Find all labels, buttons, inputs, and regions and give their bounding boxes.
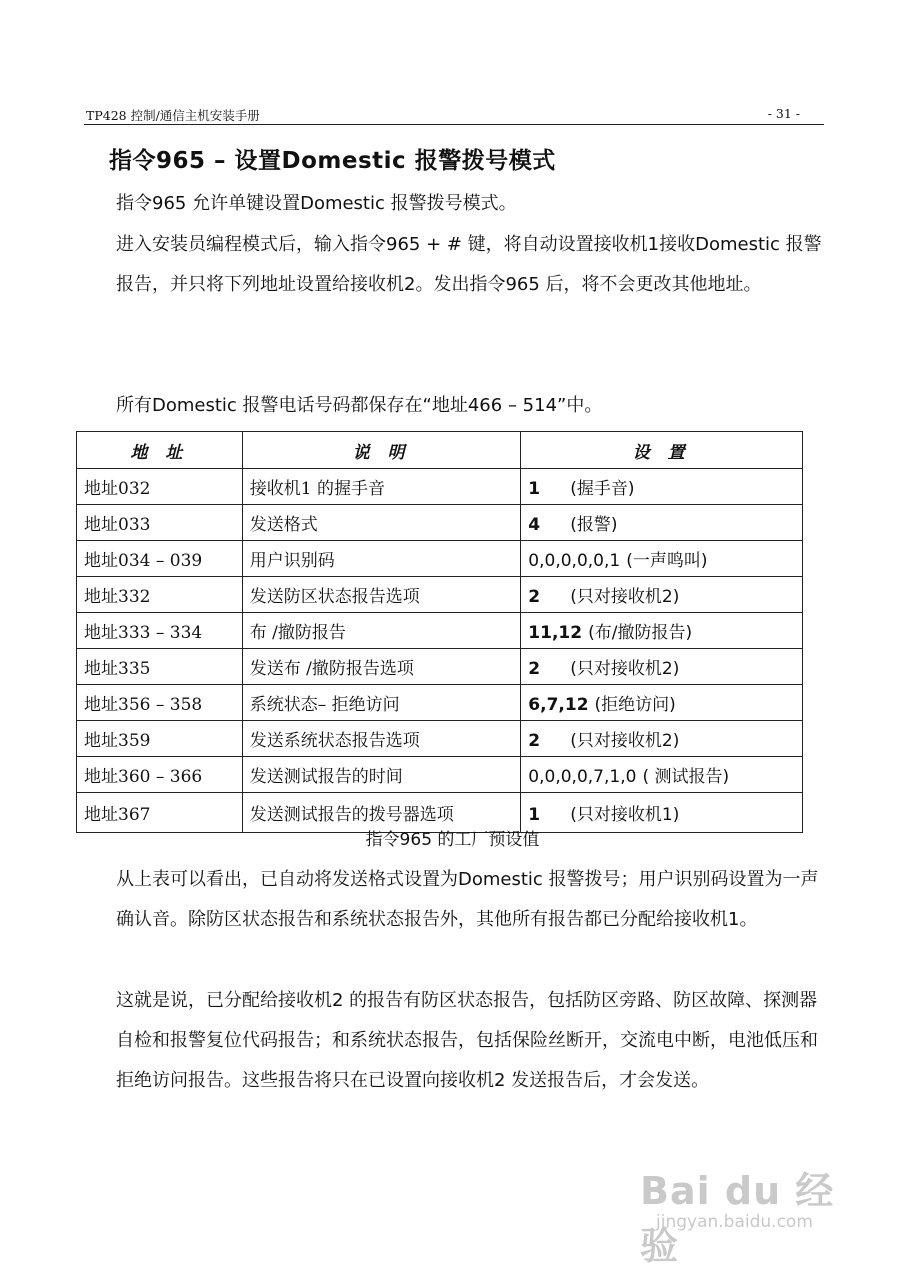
description-cell: 发送布 /撤防报告选项 [242, 649, 521, 685]
column-header-description: 说 明 [242, 432, 521, 469]
baidu-watermark [640, 1160, 850, 1268]
setting-note: (只对接收机2) [570, 659, 680, 679]
address-cell: 地址367 [77, 793, 243, 833]
setting-value: 2 [528, 731, 541, 751]
description-cell: 发送格式 [242, 505, 521, 541]
setting-value: 11,12 [528, 623, 583, 643]
intro-paragraph: 指令965 允许单键设置Domestic 报警拨号模式。 [116, 193, 517, 214]
setting-cell [521, 685, 803, 721]
setting-value: 0,0,0,0,7,1,0 [528, 767, 637, 787]
table-row [77, 505, 803, 541]
setting-note: (只对接收机1) [570, 805, 680, 825]
setting-note: (只对接收机2) [570, 731, 680, 751]
setting-value: 2 [528, 659, 541, 679]
page-header [84, 104, 824, 125]
address-cell: 地址356 – 358 [77, 685, 243, 721]
table-row [77, 721, 803, 757]
description-cell: 发送测试报告的拨号器选项 [242, 793, 521, 833]
factory-settings-table [76, 431, 803, 833]
setting-value: 1 [528, 479, 541, 499]
address-cell: 地址332 [77, 577, 243, 613]
address-cell: 地址359 [77, 721, 243, 757]
setting-note: (报警) [570, 515, 618, 535]
description-cell: 系统状态– 拒绝访问 [242, 685, 521, 721]
header-page-number: - 31 - [767, 106, 800, 121]
description-cell: 用户识别码 [242, 541, 521, 577]
setting-cell [521, 577, 803, 613]
description-cell: 发送系统状态报告选项 [242, 721, 521, 757]
summary-paragraph: 从上表可以看出，已自动将发送格式设置为Domestic 报警拨号；用户识别码设置为一声确认音。除防区状态报告和系统状态报告外，其他所有报告都已分配给接收机1。 [116, 869, 819, 930]
setting-cell [521, 757, 803, 793]
address-cell: 地址033 [77, 505, 243, 541]
receiver2-paragraph: 这就是说，已分配给接收机2 的报告有防区状态报告，包括防区旁路、防区故障、探测器自检和报警复位代码报告；和系统状态报告，包括保险丝断开，交流电中断，电池低压和拒绝访问报告。这些报告将只在已设置向接收机2 发送报告后，才会发送。 [116, 990, 818, 1091]
setting-note: (只对接收机2) [570, 587, 680, 607]
setting-value: 0,0,0,0,0,1 [528, 551, 621, 571]
watermark-url: jingyan.baidu.com [656, 1212, 813, 1232]
description-cell: 发送防区状态报告选项 [242, 577, 521, 613]
header-manual-title: TP428 控制/通信主机安装手册 [86, 108, 260, 123]
setting-cell [521, 469, 803, 505]
column-header-address: 地 址 [77, 432, 243, 469]
table-row [77, 541, 803, 577]
setting-cell [521, 505, 803, 541]
setting-note: (拒绝访问) [594, 695, 676, 715]
setting-value: 2 [528, 587, 541, 607]
table-row [77, 613, 803, 649]
setting-note: (握手音) [570, 479, 635, 499]
column-header-setting: 设 置 [521, 432, 803, 469]
setting-note: ( 测试报告) [642, 767, 730, 787]
address-cell: 地址335 [77, 649, 243, 685]
table-row [77, 469, 803, 505]
setting-note: (布/撤防报告) [588, 623, 693, 643]
watermark-brand: Bai du 经验 [640, 1169, 835, 1268]
setting-value: 1 [528, 805, 541, 825]
description-cell: 接收机1 的握手音 [242, 469, 521, 505]
setting-cell [521, 649, 803, 685]
table-caption: 指令965 的工厂预设值 [365, 830, 540, 850]
address-cell: 地址360 – 366 [77, 757, 243, 793]
phone-storage-paragraph: 所有Domestic 报警电话号码都保存在“地址466 – 514”中。 [116, 395, 603, 416]
description-cell: 发送测试报告的时间 [242, 757, 521, 793]
table-row [77, 577, 803, 613]
setting-value: 4 [528, 515, 541, 535]
setting-cell [521, 613, 803, 649]
table-row [77, 685, 803, 721]
setting-cell [521, 721, 803, 757]
description-cell: 布 /撤防报告 [242, 613, 521, 649]
address-cell: 地址034 – 039 [77, 541, 243, 577]
table-row [77, 649, 803, 685]
procedure-paragraph: 进入安装员编程模式后，输入指令965 + # 键，将自动设置接收机1接收Domestic 报警报告，并只将下列地址设置给接收机2。发出指令965 后，将不会更改其他地址。 [116, 234, 822, 295]
setting-note: (一声鸣叫) [626, 551, 708, 571]
setting-value: 6,7,12 [528, 695, 589, 715]
table-row [77, 757, 803, 793]
address-cell: 地址333 – 334 [77, 613, 243, 649]
address-cell: 地址032 [77, 469, 243, 505]
table-header-row [77, 432, 803, 469]
section-title: 指令965 – 设置Domestic 报警拨号模式 [109, 148, 556, 174]
setting-cell [521, 541, 803, 577]
